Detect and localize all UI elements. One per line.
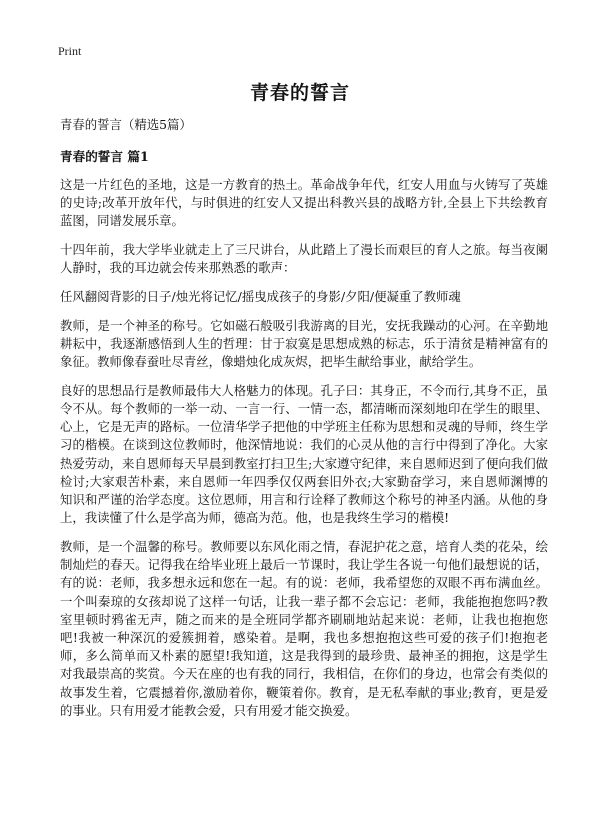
- paragraph: 十四年前，我大学毕业就走上了三尺讲台，从此踏上了漫长而艰巨的育人之旅。每当夜阑人静时，我的耳边就会传来那熟悉的歌声：: [60, 242, 548, 276]
- section-heading: 青春的誓言 篇1: [60, 149, 149, 164]
- print-link[interactable]: Print: [58, 44, 82, 58]
- paragraph: 任风翻阅背影的日子/烛光将记忆/摇曳成孩子的身影/夕阳/便凝重了教师魂: [60, 289, 461, 305]
- article-subtitle: 青春的誓言（精选5篇）: [60, 117, 192, 132]
- paragraph: 教师，是一个神圣的称号。它如磁石般吸引我游离的目光，安抚我躁动的心河。在辛勤地耕耘中，我逐渐感悟到人生的哲理：甘于寂寞是思想成熟的标志，乐于清贫是精神富有的象征。教师像春蚕吐尽青丝，像蜡烛化成灰烬，把毕生献给事业，献给学生。: [60, 317, 548, 370]
- paragraph: 良好的思想品行是教师最伟大人格魅力的体现。孔子曰：其身正，不令而行,其身不正，虽令不从。每个教师的一举一动、一言一行、一情一态，都清晰而深刻地印在学生的眼里、心上，它是无声的路标。一位清华学子把他的中学班主任称为思想和灵魂的导师，终生学习的楷模。在谈到这位教师时，他深情地说：我们的心灵从他的言行中得到了净化。大家热爱劳动，来自恩师每天早晨到教室打扫卫生;大家遵守纪律，来自恩师迟到了便向我们做检讨;大家艰苦朴素，来自恩师一年四季仅仅两套旧外衣;大家勤奋学习，来自恩师渊博的知识和严谨的治学态度。这位恩师，用言和行诠释了教师这个称号的神圣内涵。从他的身上，我读懂了什么是学高为师，德高为范。他，也是我终生学习的楷模!: [60, 382, 548, 526]
- page-title: 青春的誓言: [249, 82, 350, 104]
- article-body: [60, 116, 548, 730]
- paragraph: 教师，是一个温馨的称号。教师要以东风化雨之情，春泥护花之意，培育人类的花朵，绘制灿烂的春天。记得我在给毕业班上最后一节课时，我让学生各说一句他们最想说的话，有的说：老师，我多想永远和您在一起。有的说：老师，我希望您的双眼不再布满血丝。一个叫秦琼的女孩却说了这样一句话，让我一辈子都不会忘记：老师，我能抱抱您吗?教室里顿时鸦雀无声，随之而来的是全班同学都齐刷刷地站起来说：老师，让我也抱抱您吧!我被一种深沉的爱簇拥着，感染着。是啊，我也多想抱抱这些可爱的孩子们!抱抱老师，多么简单而又朴素的愿望!我知道，这是我得到的最珍贵、最神圣的拥抱，这是学生对我最崇高的奖赏。今天在座的也有我的同行，我相信，在你们的身边，也常会有类似的故事发生着，它震撼着你,激励着你，鞭策着你。教育，是无私奉献的事业;教育，更是爱的事业。只有用爱才能教会爱，只有用爱才能交换爱。: [60, 538, 548, 718]
- paragraph: 这是一片红色的圣地，这是一方教育的热土。革命战争年代，红安人用血与火铸写了英雄的史诗;改革开放年代，与时俱进的红安人又提出科教兴县的战略方针,全县上下共绘教育蓝图，同谱发展乐章。: [60, 177, 548, 229]
